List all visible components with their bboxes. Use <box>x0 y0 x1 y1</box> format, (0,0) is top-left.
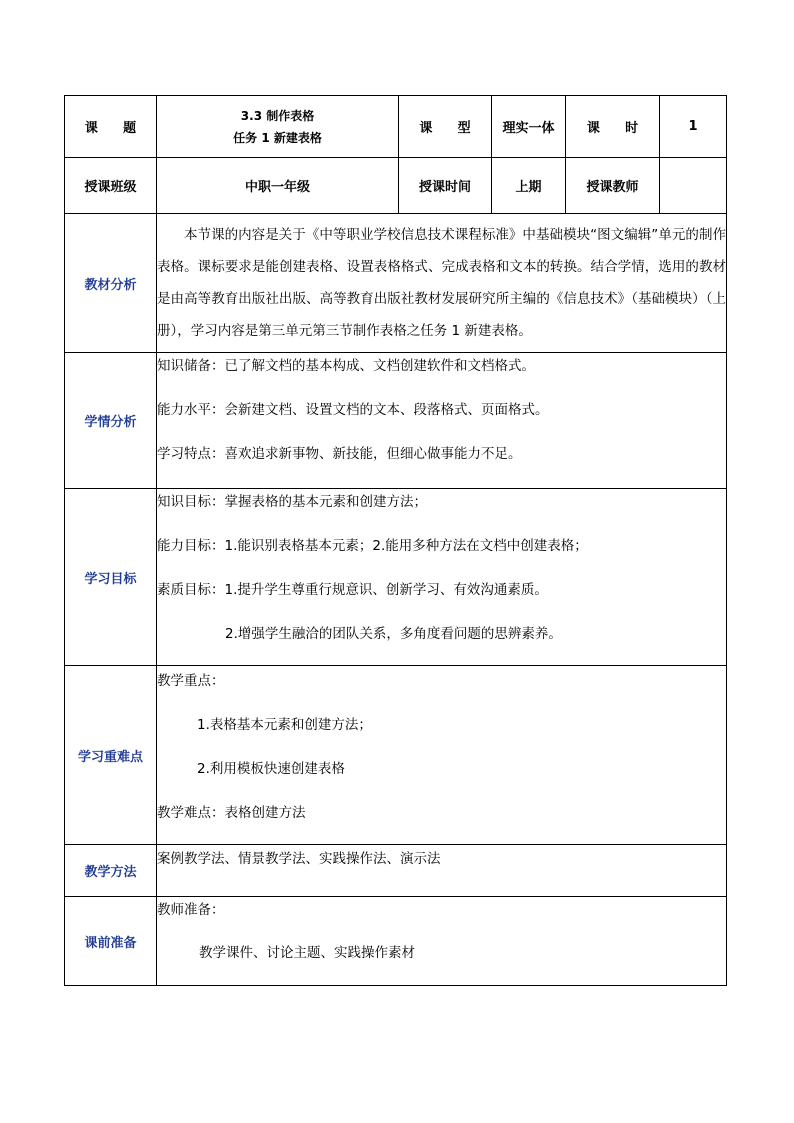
preparation-label: 课前准备 <box>84 935 137 951</box>
class-value: 中职一年级 <box>244 180 310 195</box>
methods-text: 案例教学法、情景教学法、实践操作法、演示法 <box>157 851 441 867</box>
course-title-line2: 任务 1 新建表格 <box>233 130 322 145</box>
textbook-analysis-label-cell <box>65 214 157 353</box>
keypoints-label-cell <box>65 666 157 845</box>
student-analysis-content <box>157 353 727 489</box>
textbook-analysis-text: 本节课的内容是关于《中等职业学校信息技术课程标准》中基础模块“图文编辑”单元的制作表格。课标要求是能创建表格、设置表格格式、完成表格和文本的转换。结合学情，选用的教材是由高等教育出版社出版、高等教育出版社教材发展研究所主编的《信息技术》（基础模块）（上册），学习内容是第三单元第三节制作表格之任务 1 新建表格。 <box>157 227 726 339</box>
row-teaching-methods <box>65 845 727 897</box>
keypoints-focus-item1: 1.表格基本元素和创建方法； <box>197 717 372 733</box>
preparation-label-cell <box>65 897 157 986</box>
student-knowledge-line: 知识储备：已了解文档的基本构成、文档创建软件和文档格式。 <box>157 358 535 374</box>
header-row-course <box>65 96 727 158</box>
class-label: 授课班级 <box>84 180 137 195</box>
textbook-analysis-label: 教材分析 <box>84 277 137 293</box>
teacher-label: 授课教师 <box>586 180 639 195</box>
objectives-content <box>157 489 727 666</box>
course-title-line1: 3.3 制作表格 <box>240 108 315 123</box>
type-label-cell <box>399 96 492 158</box>
time-value: 上期 <box>515 180 542 195</box>
objective-quality-line1: 素质目标：1.提升学生尊重行规意识、创新学习、有效沟通素质。 <box>157 582 548 598</box>
hours-value-cell <box>660 96 727 158</box>
row-key-points <box>65 666 727 845</box>
type-value-cell <box>492 96 566 158</box>
time-label: 授课时间 <box>418 180 471 195</box>
course-label: 课 题 <box>84 121 147 136</box>
objectives-label: 学习目标 <box>84 571 137 587</box>
objective-ability-line: 能力目标：1.能识别表格基本元素；2.能用多种方法在文档中创建表格； <box>157 538 588 554</box>
keypoints-difficulty-line: 教学难点：表格创建方法 <box>157 805 306 821</box>
preparation-content <box>157 897 727 986</box>
keypoints-content <box>157 666 727 845</box>
textbook-analysis-content <box>157 214 727 353</box>
student-analysis-label: 学情分析 <box>84 415 137 430</box>
hours-value: 1 <box>688 119 698 134</box>
student-analysis-label-cell <box>65 353 157 489</box>
class-label-cell <box>65 158 157 214</box>
student-ability-line: 能力水平：会新建文档、设置文档的文本、段落格式、页面格式。 <box>157 402 549 418</box>
objectives-label-cell <box>65 489 157 666</box>
course-title-cell <box>157 96 399 158</box>
objective-quality-line2: 2.增强学生融洽的团队关系，多角度看问题的思辨素养。 <box>225 626 562 642</box>
keypoints-focus-heading: 教学重点： <box>157 673 225 689</box>
keypoints-label: 学习重难点 <box>77 749 143 765</box>
methods-content <box>157 845 727 897</box>
hours-label-cell <box>566 96 660 158</box>
methods-label: 教学方法 <box>84 865 137 880</box>
teacher-value-cell <box>660 158 727 214</box>
course-label-cell <box>65 96 157 158</box>
row-student-analysis <box>65 353 727 489</box>
teacher-label-cell <box>566 158 660 214</box>
preparation-heading: 教师准备： <box>157 902 225 918</box>
type-value: 理实一体 <box>502 121 555 136</box>
time-value-cell <box>492 158 566 214</box>
preparation-materials: 教学课件、讨论主题、实践操作素材 <box>199 945 415 961</box>
student-traits-line: 学习特点：喜欢追求新事物、新技能，但细心做事能力不足。 <box>157 446 522 462</box>
methods-label-cell <box>65 845 157 897</box>
objective-knowledge-line: 知识目标：掌握表格的基本元素和创建方法； <box>157 494 427 510</box>
row-preparation <box>65 897 727 986</box>
class-value-cell <box>157 158 399 214</box>
lesson-plan-table <box>64 95 727 986</box>
time-label-cell <box>399 158 492 214</box>
type-label: 课 型 <box>419 121 482 136</box>
hours-label: 课 时 <box>586 121 649 136</box>
keypoints-focus-item2: 2.利用模板快速创建表格 <box>197 761 345 777</box>
header-row-class <box>65 158 727 214</box>
row-learning-objectives <box>65 489 727 666</box>
row-textbook-analysis <box>65 214 727 353</box>
